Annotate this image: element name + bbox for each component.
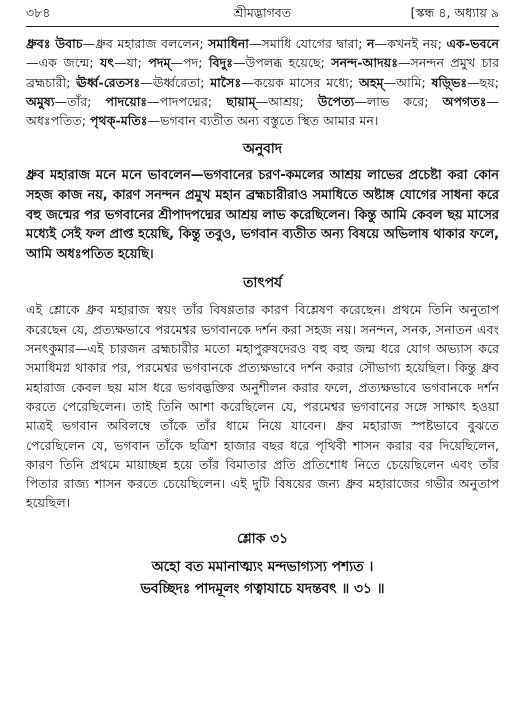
synonym-meaning: পদ (183, 55, 199, 71)
synonym-meaning: কয়েক মাসের মধ্যে (253, 74, 350, 90)
synonym-meaning: ধ্রুব মহারাজ বললেন (95, 36, 200, 51)
synonym-meaning: কখনই নয় (387, 36, 438, 51)
synonym-meaning: অধঃপতিত (26, 113, 82, 129)
synonym-meaning: উপলব্ধ হয়েছে (245, 55, 321, 71)
synonym-meaning: ঊর্ধ্বরেতা (152, 74, 201, 90)
synonym-word: পাদয়োঃ (105, 93, 148, 109)
synonym-word: ছায়াম্ (226, 93, 256, 109)
synonym-meaning: তাঁর (67, 93, 88, 109)
verse-line-1: অহো বত মমানাত্ম্যং মন্দভাগ্যস্য পশ্যত । (151, 558, 374, 575)
synonym-word: ধ্রুবঃ উবাচ (26, 36, 83, 51)
translation-text: ধ্রুব মহারাজ মনে মনে ভাবলেন—ভগবানের চরণ-কমলের আশ্রয় লাভের প্রচেষ্টা করা কোন সহজ কাজ নয়, কারণ সনন্দন প্রমুখ মহান ব্রহ্মচারীরাও সমাধিতে অষ্টাঙ্গ যোগের সাধনা করে বহু জন্মের পর ভগবানের শ্রীপাদপদ্মের আশ্রয় লাভ করেছিলেন। কিন্তু আমি কেবল ছয় মাসের মধ্যেই সেই ফল প্রাপ্ত হয়েছি, কিন্তু তবুও, ভগবান ব্যতীত অন্য বিষয়ে অভিলাষ থাকার ফলে, আমি অধঃপতিত হয়েছি। (26, 168, 499, 262)
synonym-word: পৃথক্-মতিঃ (89, 113, 148, 129)
page-body (26, 34, 499, 600)
synonym-meaning: যা (126, 55, 138, 71)
synonym-word: অপগতঃ (442, 93, 487, 109)
synonym-word: মাসৈঃ (210, 74, 242, 90)
verse-heading: শ্লোক ৩১ (237, 530, 288, 547)
synonym-meaning: আমি (396, 74, 422, 90)
synonym-word: ষড়্ভিঃ (431, 74, 468, 90)
translation-heading: অনুবাদ (242, 141, 283, 158)
synonym-word: সনন্দ-আদয়ঃ (331, 55, 398, 71)
synonym-word: যৎ (100, 55, 115, 71)
section-reference: [স্কন্ধ ৪, অধ্যায় ৯ (410, 5, 499, 20)
synonym-word: উপেত্য (317, 93, 355, 109)
synonym-meaning: এক জন্মে (38, 55, 90, 71)
synonym-meaning: লাভ করে (366, 93, 425, 109)
purport-text: এই শ্লোকে ধ্রুব মহারাজ স্বয়ং তাঁর বিষণ্ণতার কারণ বিশ্লেষণ করেছেন। প্রথমে তিনি অনুতাপ করেছেন যে, প্রত্যক্ষভাবে পরমেশ্বর ভগবানকে দর্শন করা সহজ নয়। সনন্দন, সনক, সনাতন এবং সনৎকুমার—এই চারজন ব্রহ্মচারীর মতো মহাপুরুষদেরও বহু বহু জন্ম ধরে যোগ অভ্যাস করে সমাধিমগ্ন থাকার পর, পরমেশ্বর ভগবানকে প্রত্যক্ষভাবে দর্শন করার সৌভাগ্য হয়েছিল। কিন্তু ধ্রুব মহারাজ কেবল ছয় মাস ধরে ভগবদ্ভক্তির অনুশীলন করার ফলে, প্রত্যক্ষভাবে ভগবানকে দর্শন করতে পেরেছিলেন। তাই তিনি আশা করেছিলেন যে, পরমেশ্বর ভগবানের সঙ্গে সাক্ষাৎ হওয়া মাত্রই ভগবান অবিলম্বে তাঁকে তাঁর ধামে নিয়ে যাবেন। ধ্রুব মহারাজ স্পষ্টভাবে বুঝতে পেরেছিলেন যে, ভগবান তাঁকে ছত্রিশ হাজার বছর ধরে পৃথিবী শাসন করার বর দিয়েছিলেন, কারণ তিনি প্রথমে মায়াচ্ছন্ন হয়ে তাঁর বিমাতার প্রতি প্রতিশোধ নিতে চেয়েছিলেন এবং তাঁর পিতার রাজ্য শাসন করতে চেয়েছিলেন। এই দুটি বিষয়ের জন্য ধ্রুব মহারাজের গভীর অনুতাপ হয়েছিল। (26, 302, 499, 511)
synonym-word: অমুষ্য (26, 93, 55, 109)
verse-line-2: ভবচ্ছিদঃ পাদমূলং গত্বাযাচে যদন্তবৎ ॥ ৩১ ॥ (140, 580, 385, 597)
synonym-word: এক-ভবনে (446, 36, 500, 51)
synonym-meaning: ছয় (479, 74, 495, 90)
page-header (26, 2, 499, 24)
synonym-meaning: সমাধি যোগের দ্বারা (261, 36, 359, 51)
synonym-meaning: পাদপদ্মের (159, 93, 208, 109)
word-meanings: ধ্রুবঃ উবাচ—ধ্রুব মহারাজ বললেন; সমাধিনা—সমাধি যোগের দ্বারা; ন—কখনই নয়; এক-ভবনে—এক জন্মে; যৎ—যা; পদম্—পদ; বিদুঃ—উপলব্ধ হয়েছে; সনন্দ-আদয়ঃ—সনন্দন প্রমুখ চার ব্রহ্মচারী; ঊর্ধ্ব-রেতসঃ—ঊর্ধ্বরেতা; মাসৈঃ—কয়েক মাসের মধ্যে; অহম্—আমি; ষড়্ভিঃ—ছয়; অমুষ্য—তাঁর; পাদয়োঃ—পাদপদ্মের; ছায়াম্—আশ্রয়; উপেত্য—লাভ করে; অপগতঃ—অধঃপতিত; পৃথক্-মতিঃ—ভগবান ব্যতীত অন্য বস্তুতে স্থিত আমার মন। (26, 36, 500, 129)
synonym-word: বিদুঃ (208, 55, 233, 71)
synonym-word: ঊর্ধ্ব-রেতসঃ (76, 74, 141, 90)
synonym-word: পদম্ (148, 55, 171, 71)
purport-heading: তাৎপর্য (242, 275, 283, 292)
header-divider (26, 26, 499, 27)
synonym-meaning: আশ্রয় (268, 93, 300, 109)
synonym-word: ন (366, 36, 375, 51)
synonym-meaning: সনন্দন প্রমুখ চার ব্রহ্মচারী (26, 55, 499, 90)
synonym-meaning: ভগবান ব্যতীত অন্য বস্তুতে স্থিত আমার মন। (160, 113, 379, 129)
synonym-word: অহম্ (359, 74, 384, 90)
page-number: ৩৮৪ (26, 5, 51, 20)
synonym-word: সমাধিনা (208, 36, 249, 51)
book-title: শ্রীমদ্ভাগবত (233, 5, 292, 20)
